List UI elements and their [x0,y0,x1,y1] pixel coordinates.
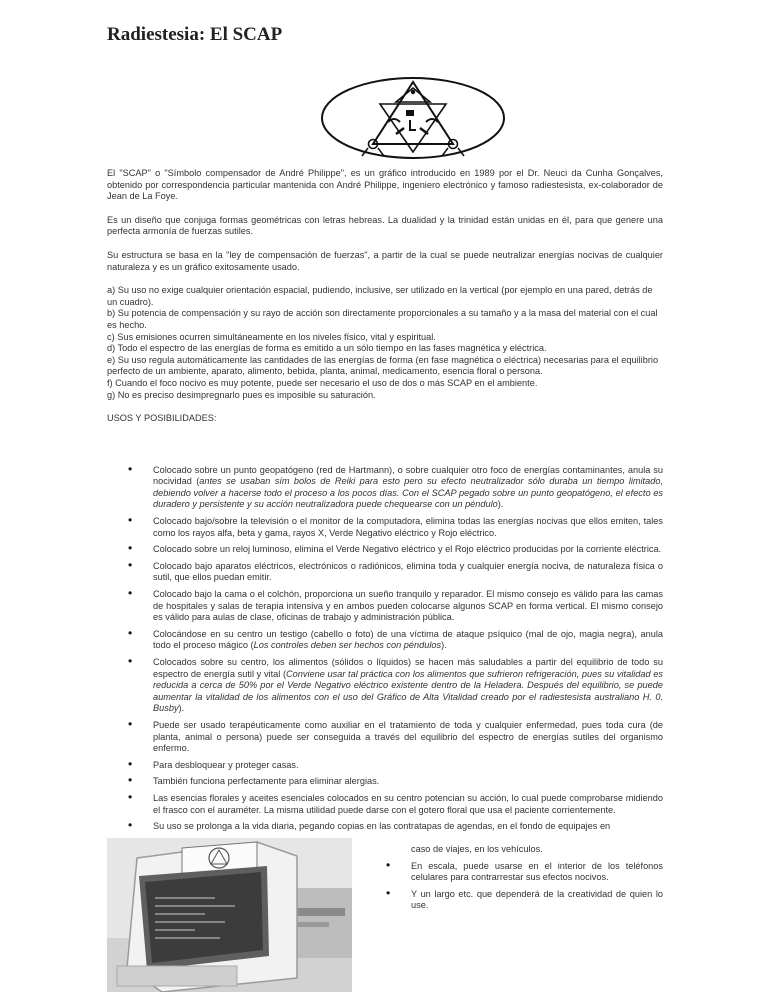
intro-paragraph-2: Es un diseño que conjuga formas geométricas con letras hebreas. La dualidad y la trinidad están unidas en él, para que genere una perfecta armonía de fuerzas sutiles. [107,214,663,237]
uses-list [107,465,663,833]
list-item: • Colocado bajo/sobre la televisión o el monitor de la computadora, elimina todas las energías nocivas que ellos emiten, tales como los rayos alfa, beta y gama, rayos X, Verde Negativo eléctrico y Rojo eléctrico. [107,516,663,539]
side-uses-list [411,861,663,912]
list-item: • Y un largo etc. que dependerá de la creatividad de quien lo use. [411,889,663,912]
scap-symbol-icon [318,76,508,160]
feature-b: b) Su potencia de compensación y su rayo de acción son directamente proporcionales a su tamaño y a la masa del material con el cual es hecho. [107,308,658,330]
feature-e: e) Su uso regula automáticamente las cantidades de las energías de forma (en fase magnética o eléctrica) necesarias para el equilibrio perfecto de un ambiente, aparato, alimento, bebida, planta, animal, medicamento, esencia floral o persona. [107,354,659,377]
list-item: • Para desbloquear y proteger casas. [107,760,663,772]
list-item: • Colocados sobre su centro, los alimentos (sólidos o líquidos) se hacen más saludables a partir del equilibrio de todo su espectro de energía sutil y vital (Conviene usar tal práctica con los alimentos que sufrieron refrigeración, pues su vitalidad es reducida a cerca de 50% por el Verde Negativo eléctrico existente dentro de la Heladera. Después del equilibrio, se puede aumentar la vitalidad de los alimentos con el uso del Gráfico de Alta Vitalidad creado por el radiestesista australiano H. 0. Busby). [107,657,663,715]
page-title: Radiestesia: El SCAP [107,24,283,45]
feature-a: a) Su uso no exige cualquier orientación espacial, pudiendo, inclusive, ser utilizado en la vertical (por ejemplo en una pared, detrás de un cuadro). [107,285,653,307]
list-item: • Colocándose en su centro un testigo (cabello o foto) de una víctima de ataque psíquico (mal de ojo, magia negra), anula todo el proceso mágico (Los controles deben ser hechos con péndulos). [107,629,663,652]
continued-text: caso de viajes, en los vehículos. [411,844,543,854]
features-list [107,285,663,401]
feature-d: d) Todo el espectro de las energías de forma es emitido a un sólo tiempo en las fases magnética y eléctrica. [107,343,547,354]
article-body [107,168,663,838]
list-item: • Colocado bajo aparatos eléctricos, electrónicos o radiónicos, elimina toda y cualquier energía nociva, de naturaleza física o sutil, que ellos puedan emitir. [107,561,663,584]
feature-c: c) Sus emisiones ocurren simultáneamente en los niveles físico, vital y espiritual. [107,331,436,342]
feature-f: f) Cuando el foco nocivo es muy potente, puede ser necesario el uso de dos o más SCAP en el ambiente. [107,377,538,388]
list-item: • Colocado bajo la cama o el colchón, proporciona un sueño tranquilo y reparador. El mismo consejo es válido para las camas de hospitales y salas de terapia intensiva y en ambos pueden colocarse algunos SCAP en forma vertical. El mismo consejo es válido para aulas de clase, oficinas de trabajo y administración pública. [107,589,663,624]
list-item: • En escala, puede usarse en el interior de los teléfonos celulares para contrarrestar sus efectos nocivos. [411,861,663,884]
uses-heading: USOS Y POSIBILIDADES: [107,413,217,424]
intro-paragraph-1: El "SCAP" o "Símbolo compensador de André Philippe", es un gráfico introducido en 1989 por el Dr. Neuci da Cunha Gonçalves, obtenido por correspondencia particular mantenida con André Philippe, ingeniero electrónico y famoso radiestesista, ex-colaborador de Jean de La Foye. [107,168,663,202]
intro-paragraph-3: Su estructura se basa en la "ley de compensación de fuerzas", a partir de la cual se puede neutralizar energías nocivas de cualquier naturaleza y es un gráfico exitosamente usado. [107,249,663,272]
side-column [411,844,663,917]
list-item: • Colocado sobre un punto geopatógeno (red de Hartmann), o sobre cualquier otro foco de energías contaminantes, anula su nocividad (antes se usaban sím bolos de Reiki para esto pero su efecto neutralizador sólo duraba un tiempo limitado, debiendo volver a hacerse todo el proceso a los pocos días. Con el SCAP pegado sobre un punto geopatógeno, el efecto es duradero y persistente y su acción neutralizadora puede chequearse con un péndulo). [107,465,663,511]
list-item: • Las esencias florales y aceites esenciales colocados en su centro potencian su acción, lo cual puede comprobarse midiendo el frasco con el auraméter. La misma utilidad puede darse con el gotero floral que usa el paciente corrientemente. [107,793,663,816]
feature-g: g) No es preciso desimpregnarlo pues es imposible su saturación. [107,389,376,400]
list-item: • Colocado sobre un reloj luminoso, elimina el Verde Negativo eléctrico y el Rojo eléctrico producidas por la corriente eléctrica. [107,544,663,556]
list-item: • También funciona perfectamente para eliminar alergias. [107,776,663,788]
computer-monitor-photo [107,838,352,992]
list-item: • Puede ser usado terapéuticamente como auxiliar en el tratamiento de toda y cualquier enfermedad, pues toda cura (de planta, animal o persona) puede ser conseguida a través del equilibrio del espectro de energías sutiles del organismo enfermo. [107,720,663,755]
list-item: • Su uso se prolonga a la vida diaria, pegando copias en las contratapas de agendas, en el fondo de equipajes en [107,821,663,833]
